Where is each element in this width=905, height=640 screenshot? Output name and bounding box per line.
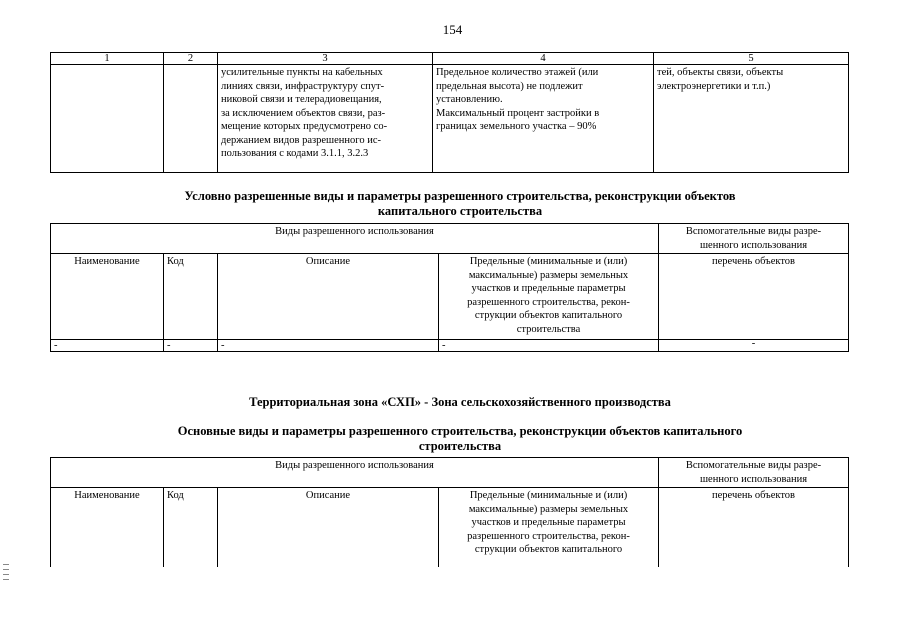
continuation-table <box>50 52 849 173</box>
heading-line: Условно разрешенные виды и параметры разрешенного строительства, реконструкции объектов <box>184 189 736 203</box>
header-line: струкции объектов капитального <box>474 310 623 321</box>
header-line: максимальные) размеры земельных <box>468 503 629 515</box>
col-number-5: 5 <box>654 53 849 65</box>
text-line: Максимальный процент застройки в <box>436 107 600 119</box>
empty-cell: - <box>218 340 439 352</box>
text-line: никовой связи и телерадиовещания, <box>221 94 382 105</box>
col-header-description: Описание <box>218 254 439 340</box>
col-header-code: Код <box>164 488 218 568</box>
col-header-auxiliary: перечень объектов <box>659 254 849 340</box>
column-header-row <box>51 488 849 568</box>
text-line: мещение которых предусмотрено со- <box>221 121 388 132</box>
header-line: шенного использования <box>699 473 808 485</box>
table-row <box>51 65 849 173</box>
text-line: предельная высота) не подлежит <box>436 80 583 92</box>
header-line: разрешенного строительства, рекон- <box>467 530 630 542</box>
text-line: пользования с кодами 3.1.1, 3.2.3 <box>221 148 369 159</box>
header-line: Вспомогательные виды разре- <box>685 226 822 237</box>
section-heading-main <box>50 424 870 454</box>
page-number: 154 <box>442 22 463 37</box>
col-header-code: Код <box>164 254 218 340</box>
col-header-parameters <box>439 488 659 568</box>
empty-cell: - <box>164 340 218 352</box>
main-uses-table <box>50 457 849 567</box>
header-line: строительства <box>516 323 581 335</box>
header-line: Предельные (минимальные и (или) <box>469 256 628 267</box>
cell-auxiliary <box>654 65 849 173</box>
heading-line: капитального строительства <box>377 204 543 218</box>
zone-title: Территориальная зона «СХП» - Зона сельскохозяйственного производства <box>249 395 671 409</box>
group-header: Виды разрешенного использования <box>51 458 659 488</box>
section-heading-conditional <box>50 189 870 219</box>
header-line: Предельные (минимальные и (или) <box>469 490 628 501</box>
cell-parameters <box>433 65 654 173</box>
header-line: шенного использования <box>699 239 808 251</box>
scan-margin-mark <box>3 569 9 570</box>
text-line: установлению. <box>436 94 503 105</box>
heading-line: строительства <box>418 439 502 453</box>
empty-cell: - <box>51 340 164 352</box>
heading-line: Основные виды и параметры разрешенного строительства, реконструкции объектов капитального <box>177 424 743 438</box>
col-header-auxiliary: перечень объектов <box>659 488 849 568</box>
scan-margin-mark <box>3 564 9 565</box>
column-number-row <box>51 53 849 65</box>
col-number-1: 1 <box>51 53 164 65</box>
header-line: максимальные) размеры земельных <box>468 269 629 281</box>
header-line: разрешенного строительства, рекон- <box>467 296 630 308</box>
col-number-4: 4 <box>433 53 654 65</box>
col-header-parameters <box>439 254 659 340</box>
text-line: за исключением объектов связи, раз- <box>221 107 386 119</box>
text-line: усилительные пункты на кабельных <box>221 67 383 78</box>
header-line: Вспомогательные виды разре- <box>685 460 822 471</box>
text-line: электроэнергетики и т.п.) <box>657 80 771 92</box>
text-line: тей, объекты связи, объекты <box>657 67 784 78</box>
header-line: участков и предельные параметры <box>471 283 626 294</box>
col-number-3: 3 <box>218 53 433 65</box>
text-line: границах земельного участка – 90% <box>436 121 597 132</box>
scan-margin-mark <box>3 579 9 580</box>
auxiliary-header <box>659 224 849 254</box>
conditional-uses-table <box>50 223 849 352</box>
group-header-row <box>51 224 849 254</box>
col-header-name: Наименование <box>51 254 164 340</box>
main-table-clip <box>50 457 850 567</box>
table-row <box>51 340 849 352</box>
text-line: Предельное количество этажей (или <box>436 67 599 78</box>
text-line: держанием видов разрешенного ис- <box>221 134 381 146</box>
col-number-2: 2 <box>164 53 218 65</box>
group-header-row <box>51 458 849 488</box>
cell-code <box>164 65 218 173</box>
cell-description <box>218 65 433 173</box>
header-line: струкции объектов капитального <box>474 544 623 555</box>
header-line: участков и предельные параметры <box>471 517 626 528</box>
col-header-description: Описание <box>218 488 439 568</box>
auxiliary-header <box>659 458 849 488</box>
cell-name <box>51 65 164 173</box>
col-header-name: Наименование <box>51 488 164 568</box>
group-header: Виды разрешенного использования <box>51 224 659 254</box>
empty-cell: - <box>659 340 849 352</box>
column-header-row <box>51 254 849 340</box>
text-line: линиях связи, инфраструктуру спут- <box>221 80 385 92</box>
scan-margin-mark <box>3 574 9 575</box>
empty-cell: - <box>439 340 659 352</box>
